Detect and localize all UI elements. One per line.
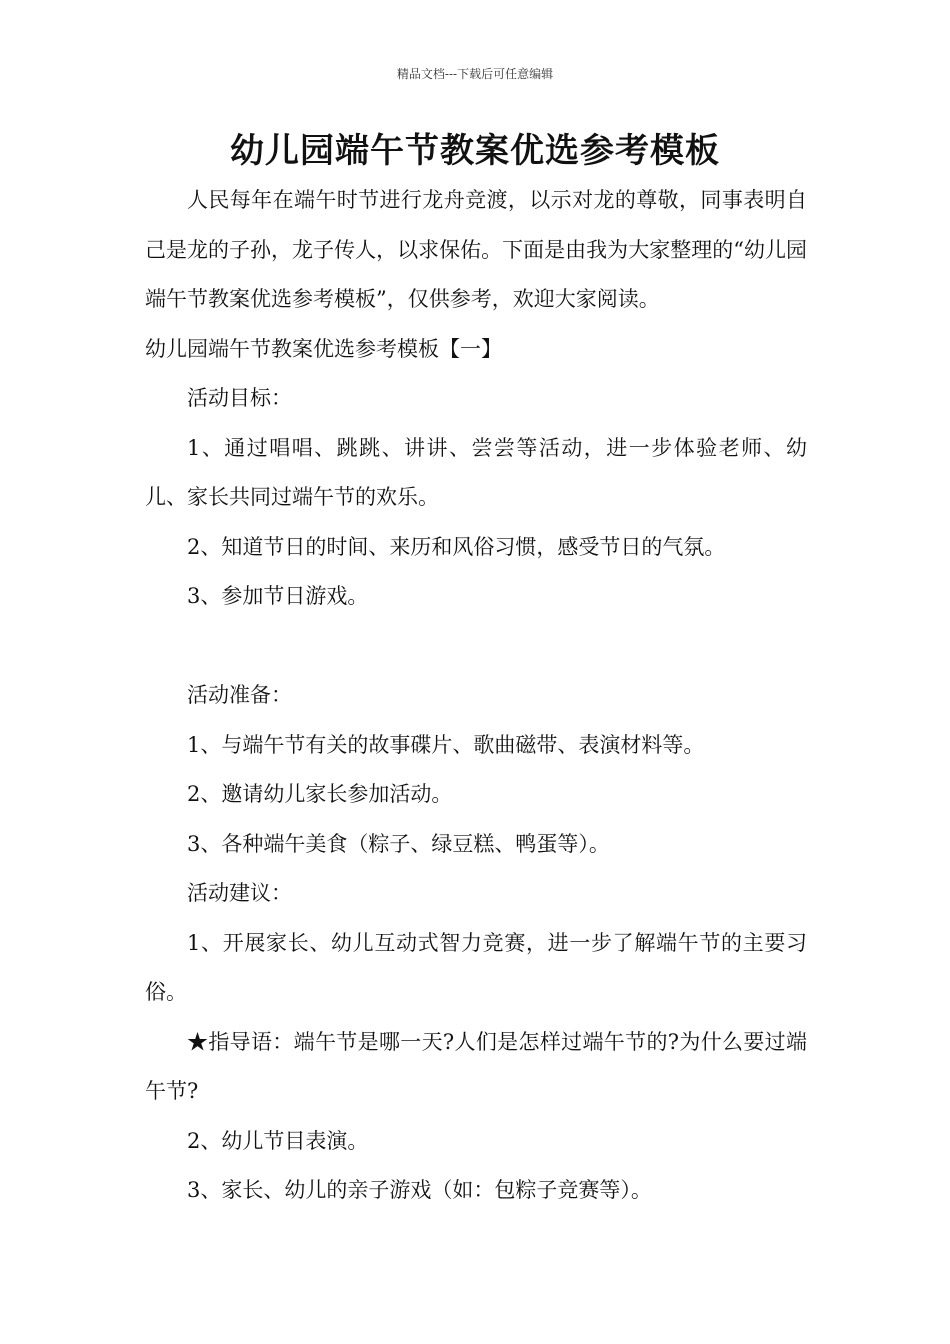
goal-item-1: 1、通过唱唱、跳跳、讲讲、尝尝等活动，进一步体验老师、幼儿、家长共同过端午节的欢乐。 [145,435,807,509]
suggest-item-2: 2、幼儿节目表演。 [187,1128,369,1153]
section-heading: 幼儿园端午节教案优选参考模板【一】 [145,336,502,361]
document-body [145,176,807,1216]
guide-paragraph: ★指导语：端午节是哪一天?人们是怎样过端午节的?为什么要过端午节? [145,1029,807,1103]
document-title: 幼儿园端午节教案优选参考模板 [230,131,720,171]
suggest-item-3: 3、家长、幼儿的亲子游戏（如：包粽子竞赛等）。 [187,1178,652,1202]
suggest-item-1: 1、开展家长、幼儿互动式智力竞赛，进一步了解端午节的主要习俗。 [145,930,807,1004]
goal-item-2: 2、知道节日的时间、来历和风俗习惯，感受节日的气氛。 [187,534,726,559]
goal-heading: 活动目标： [187,386,292,410]
prep-item-3: 3、各种端午美食（粽子、绿豆糕、鸭蛋等）。 [187,831,610,856]
page-header: 精品文档---下载后可任意编辑 [396,67,554,81]
prep-item-2: 2、邀请幼儿家长参加活动。 [187,782,453,806]
goal-item-3: 3、参加节日游戏。 [187,584,369,608]
suggest-heading: 活动建议： [187,881,292,905]
blank-line [145,622,807,672]
intro-paragraph: 人民每年在端午时节进行龙舟竞渡，以示对龙的尊敬，同事表明自己是龙的子孙，龙子传人，以求保佑。下面是由我为大家整理的“幼儿园端午节教案优选参考模板”，仅供参考，欢迎大家阅读。 [145,188,807,311]
prep-heading: 活动准备： [187,683,292,707]
prep-item-1: 1、与端午节有关的故事碟片、歌曲磁带、表演材料等。 [187,732,705,757]
